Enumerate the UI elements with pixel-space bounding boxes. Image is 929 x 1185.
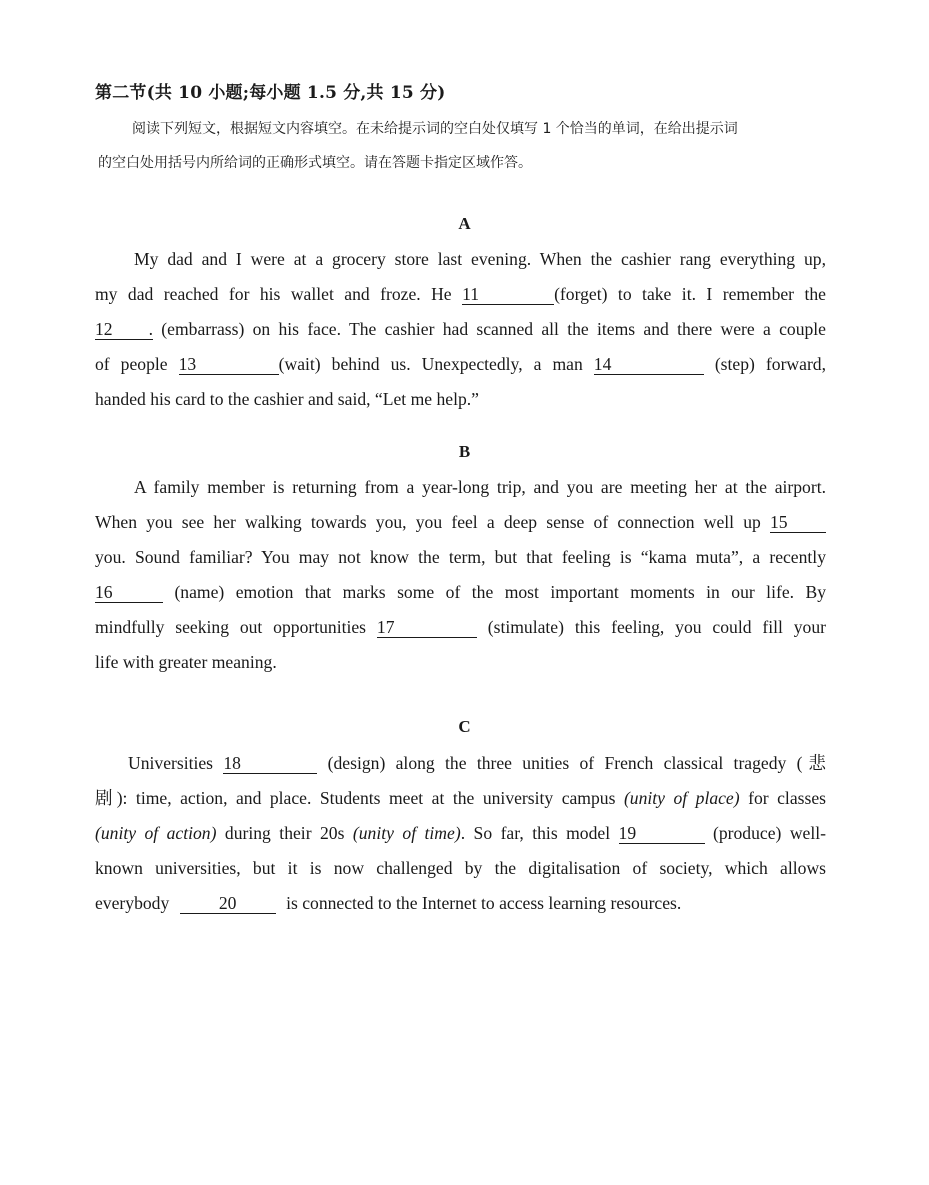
blank-11[interactable]: 11 bbox=[462, 284, 554, 305]
passage-c bbox=[95, 746, 826, 921]
passage-b bbox=[95, 470, 826, 680]
passage-c-line bbox=[95, 886, 826, 921]
passage-a-line: My dad and I were at a grocery store last evening. When the cashier rang everything up, bbox=[134, 249, 826, 269]
passage-a-line: handed his card to the cashier and said, “Let me help.” bbox=[95, 389, 479, 409]
passage-b-line bbox=[95, 505, 826, 540]
blank-19[interactable]: 19 bbox=[619, 823, 705, 844]
passage-a-line bbox=[95, 312, 826, 347]
instructions-line-2: 的空白处用括号内所给词的正确形式填空。请在答题卡指定区域作答。 bbox=[98, 155, 532, 171]
blank-18[interactable]: 18 bbox=[223, 753, 317, 774]
italic-run: (unity of time) bbox=[352, 823, 461, 843]
text-run: Universities bbox=[128, 753, 214, 773]
blank-12-mark: . bbox=[112, 319, 153, 339]
blank-15[interactable]: 15 bbox=[770, 512, 826, 533]
text-run: of people bbox=[95, 354, 168, 374]
text-run: everybody bbox=[95, 893, 170, 913]
blank-14[interactable]: 14 bbox=[594, 354, 704, 375]
italic-run: (unity of action) bbox=[95, 823, 217, 843]
blank-12[interactable] bbox=[95, 319, 153, 340]
text-run: my dad reached for his wallet and froze. He bbox=[95, 284, 452, 304]
passage-a-line bbox=[95, 347, 826, 382]
text-run: . So far, this model bbox=[460, 823, 611, 843]
blank-16[interactable]: 16 bbox=[95, 582, 163, 603]
text-run: (produce) well- bbox=[713, 823, 826, 843]
text-run: mindfully seeking out opportunities bbox=[95, 617, 367, 637]
blank-12-number: 12 bbox=[95, 319, 113, 339]
passage-c-line bbox=[95, 781, 826, 816]
text-run: When you see her walking towards you, you feel a deep sense of connection well up bbox=[95, 512, 761, 532]
blank-20[interactable]: 20 bbox=[180, 893, 276, 914]
passage-b-line: life with greater meaning. bbox=[95, 652, 277, 672]
text-run: during their 20s bbox=[224, 823, 345, 843]
text-run: for classes bbox=[748, 788, 826, 808]
text-run: (name) emotion that marks some of the most important moments in our life. By bbox=[174, 582, 827, 602]
text-run: (wait) behind us. Unexpectedly, a man bbox=[278, 354, 583, 374]
passage-a-line bbox=[95, 277, 826, 312]
passage-c-line bbox=[95, 746, 826, 781]
italic-run: (unity of place) bbox=[623, 788, 740, 808]
passage-b-line: A family member is returning from a year-long trip, and you are meeting her at the airport. bbox=[134, 477, 826, 497]
passage-a bbox=[95, 242, 826, 417]
passage-c-title: C bbox=[458, 717, 471, 736]
passage-a-title: A bbox=[458, 214, 471, 233]
text-run: (design) along the three unities of French classical tragedy (悲 bbox=[327, 753, 826, 773]
passage-b-title: B bbox=[458, 442, 471, 461]
text-run: (forget) to take it. I remember the bbox=[554, 284, 826, 304]
text-run: (stimulate) this feeling, you could fill your bbox=[487, 617, 826, 637]
passage-c-line: known universities, but it is now challenged by the digitalisation of society, which allows bbox=[95, 858, 826, 878]
text-run: (embarrass) on his face. The cashier had scanned all the items and there were a couple bbox=[161, 319, 826, 339]
text-run: (step) forward, bbox=[714, 354, 826, 374]
text-run: is connected to the Internet to access learning resources. bbox=[286, 893, 682, 913]
instructions-line-1: 阅读下列短文，根据短文内容填空。在未给提示词的空白处仅填写 1 个恰当的单词，在给出提示词 bbox=[132, 121, 738, 137]
blank-13[interactable]: 13 bbox=[179, 354, 279, 375]
passage-b-line bbox=[95, 610, 826, 645]
text-run: 剧): time, action, and place. Students meet at the university campus bbox=[95, 788, 616, 808]
passage-b-line bbox=[95, 575, 826, 610]
passage-c-line bbox=[95, 816, 826, 851]
passage-b-line: you. Sound familiar? You may not know the term, but that feeling is “kama muta”, a recently bbox=[95, 547, 826, 567]
section-heading: 第二节(共 10 小题;每小题 1.5 分,共 15 分) bbox=[95, 83, 446, 103]
blank-17[interactable]: 17 bbox=[377, 617, 477, 638]
